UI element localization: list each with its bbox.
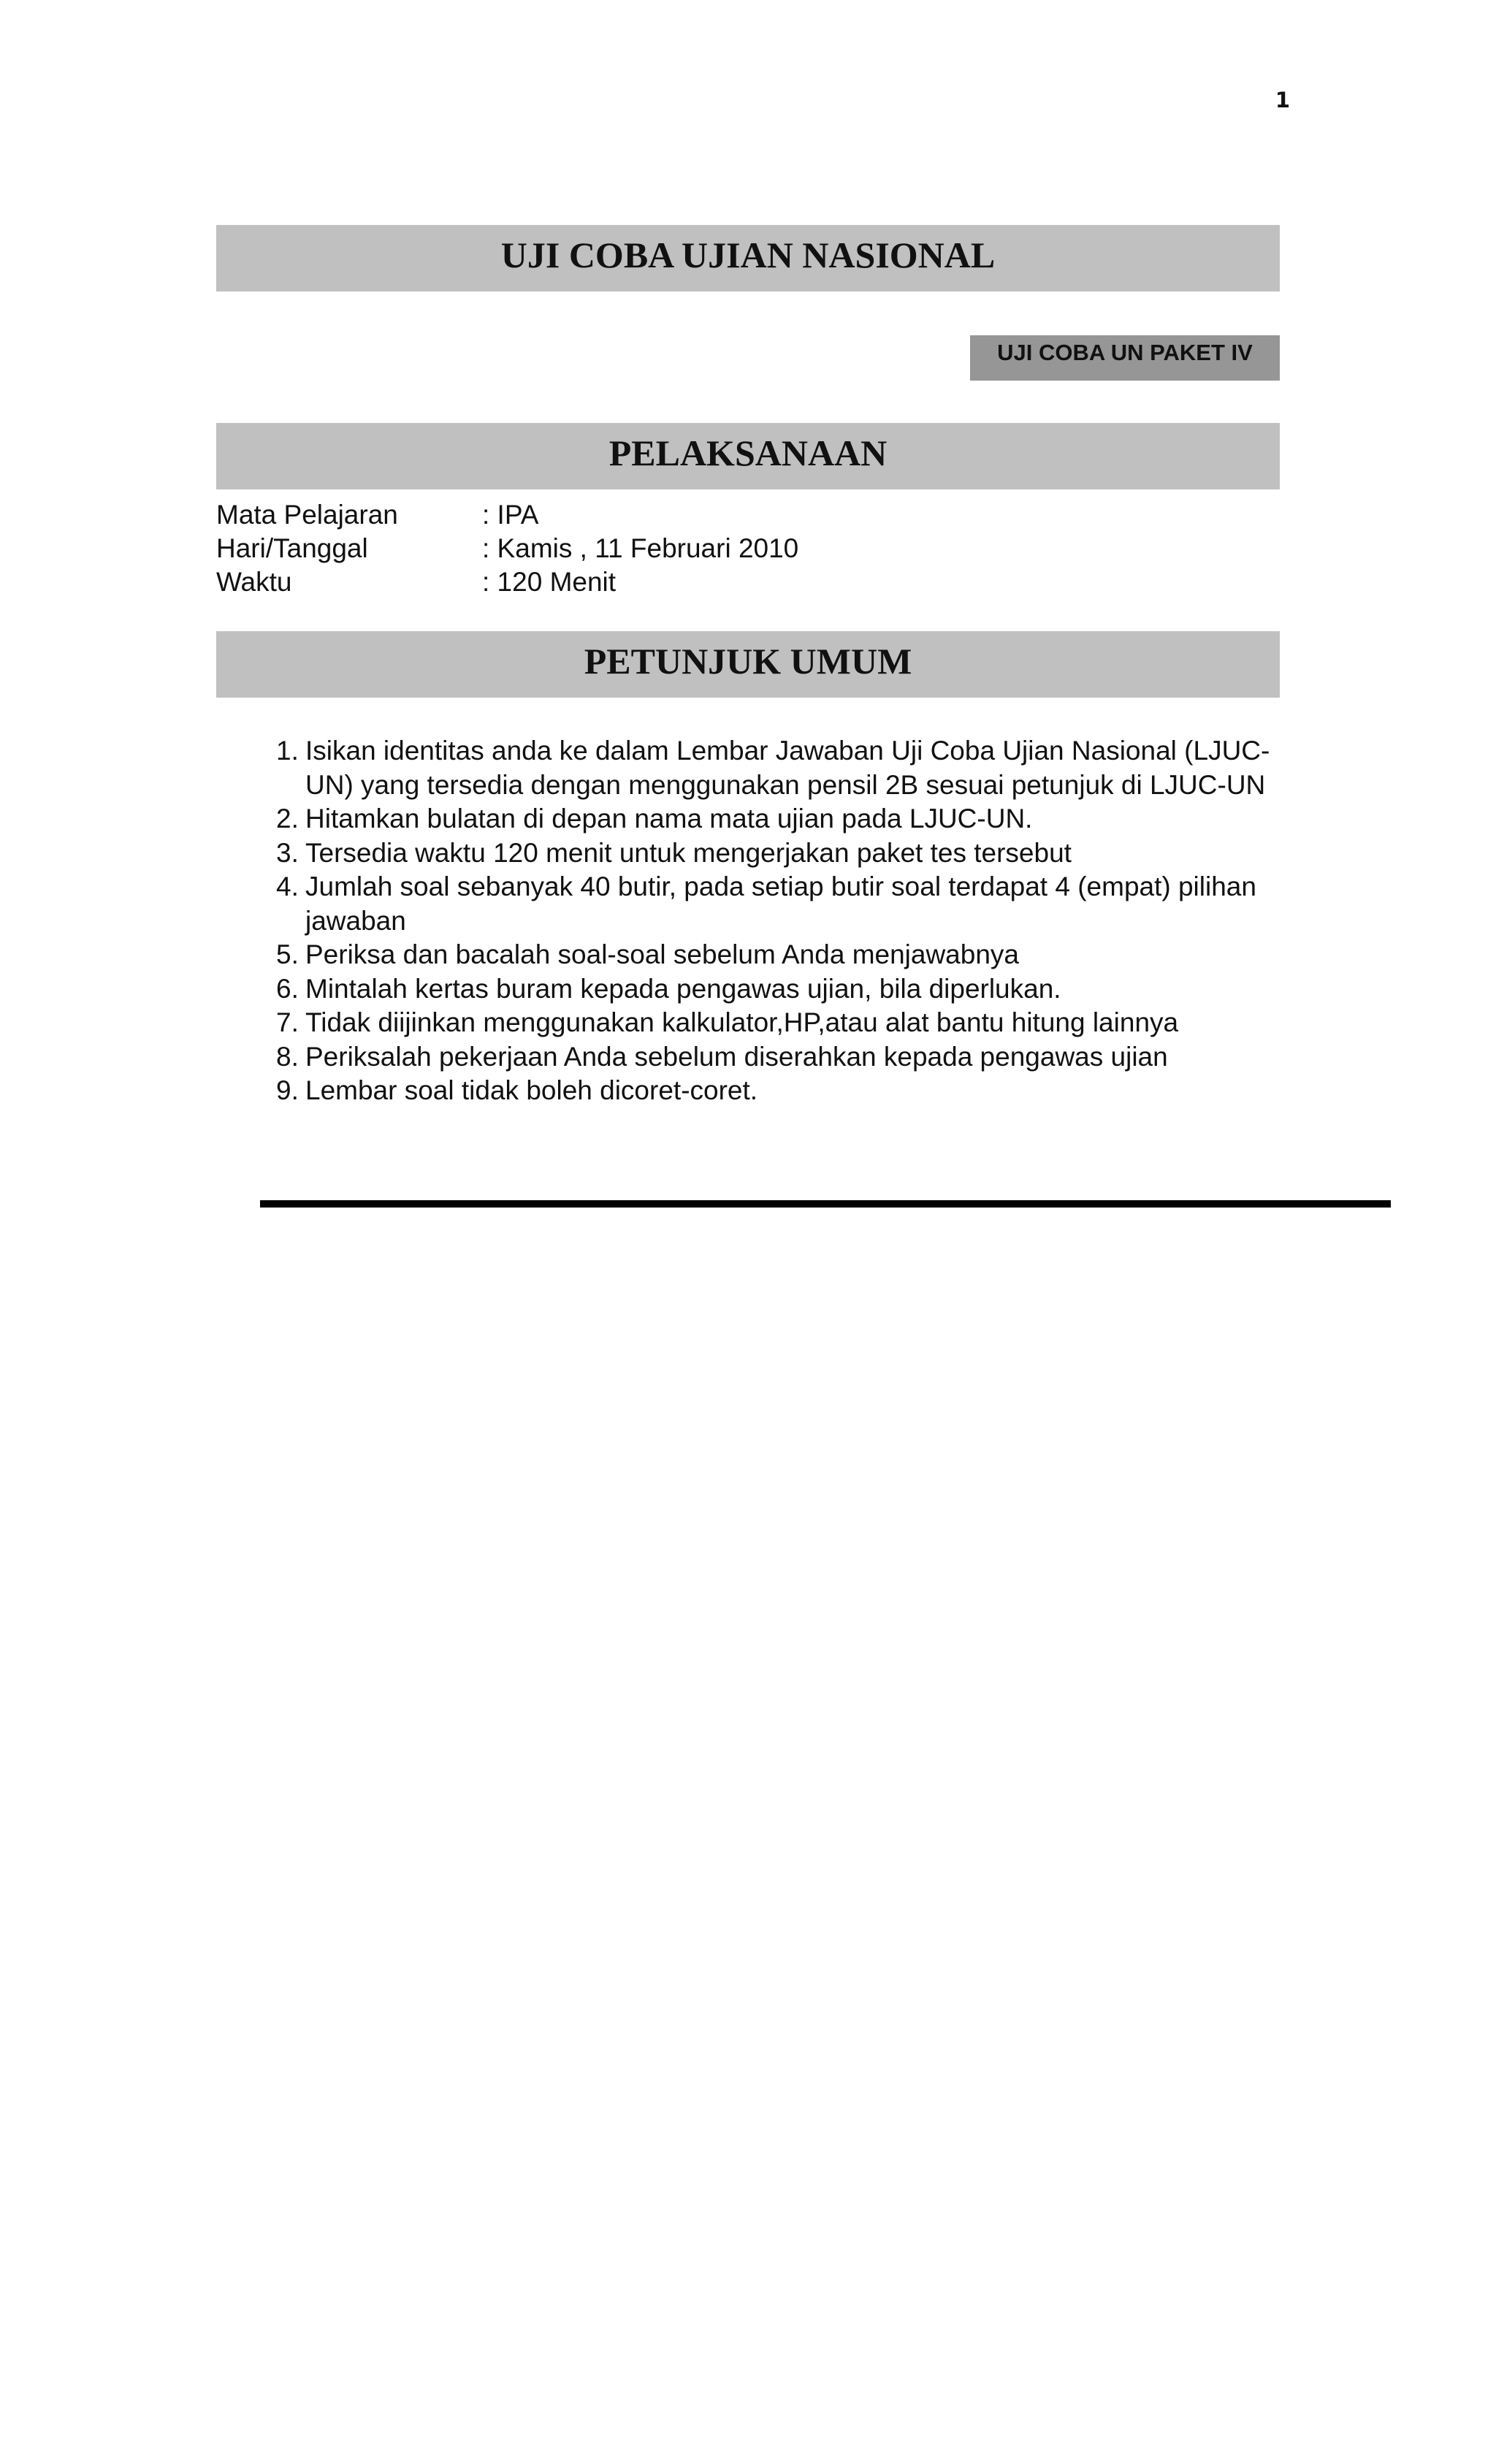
pelaksanaan-info [216, 498, 798, 599]
list-item [257, 802, 1294, 836]
item-text: Periksalah pekerjaan Anda sebelum diserahkan kepada pengawas ujian [305, 1041, 1168, 1072]
horizontal-divider [260, 1200, 1391, 1208]
item-number: 5. [276, 939, 299, 969]
item-number: 3. [276, 837, 299, 868]
petunjuk-heading: PETUNJUK UMUM [584, 641, 912, 682]
item-text: Tersedia waktu 120 menit untuk mengerjakan paket tes tersebut [305, 837, 1072, 868]
item-number: 7. [276, 1007, 299, 1037]
page-number: 1 [1275, 88, 1291, 112]
item-text: Hitamkan bulatan di depan nama mata ujian pada LJUC-UN. [305, 804, 1033, 834]
item-text: Mintalah kertas buram kepada pengawas ujian, bila diperlukan. [305, 973, 1061, 1004]
item-text: Lembar soal tidak boleh dicoret-coret. [305, 1075, 758, 1105]
page-title: UJI COBA UJIAN NASIONAL [500, 234, 996, 275]
list-item [257, 972, 1294, 1007]
pelaksanaan-heading: PELAKSANAAN [608, 432, 888, 473]
list-item [257, 938, 1294, 972]
item-text: Periksa dan bacalah soal-soal sebelum Anda menjawabnya [305, 939, 1019, 969]
info-value: : Kamis , 11 Februari 2010 [482, 533, 799, 563]
instruction-list [257, 734, 1294, 1108]
list-item [257, 870, 1294, 938]
pelaksanaan-banner [216, 423, 1280, 489]
item-number: 8. [276, 1041, 299, 1072]
item-number: 2. [276, 804, 299, 834]
petunjuk-banner [216, 631, 1280, 698]
info-value: : 120 Menit [482, 567, 617, 597]
info-row-time [216, 565, 798, 599]
info-label: Waktu [216, 567, 292, 597]
info-value: : IPA [482, 500, 539, 530]
info-row-date [216, 532, 798, 565]
item-number: 4. [276, 871, 299, 901]
item-number: 9. [276, 1075, 299, 1105]
item-number: 6. [276, 973, 299, 1004]
item-text: Jumlah soal sebanyak 40 butir, pada setiap butir soal terdapat 4 (empat) pilihan jawaban [305, 871, 1256, 936]
item-number: 1. [276, 736, 299, 766]
list-item [257, 1040, 1294, 1075]
item-text: Tidak diijinkan menggunakan kalkulator,HP,atau alat bantu hitung lainnya [305, 1007, 1179, 1037]
list-item [257, 1074, 1294, 1108]
title-banner [216, 225, 1280, 291]
list-item [257, 1006, 1294, 1040]
info-label: Hari/Tanggal [216, 533, 368, 563]
list-item [257, 734, 1294, 802]
item-text: Isikan identitas anda ke dalam Lembar Jawaban Uji Coba Ujian Nasional (LJUC-UN) yang tersedia dengan menggunakan pensil 2B sesuai petunjuk di LJUC-UN [305, 736, 1270, 800]
paket-badge: UJI COBA UN PAKET IV [970, 335, 1280, 381]
info-row-subject [216, 498, 798, 532]
list-item [257, 836, 1294, 871]
info-label: Mata Pelajaran [216, 500, 398, 530]
